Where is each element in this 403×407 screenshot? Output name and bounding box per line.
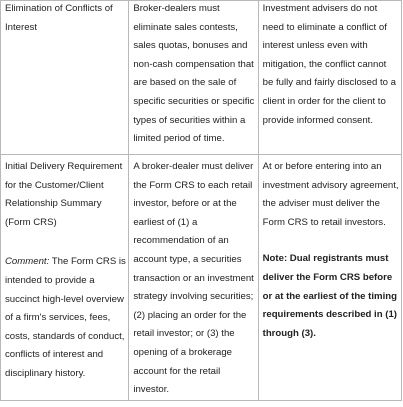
topic-text: Elimination of Conflicts of Interest [5, 3, 113, 33]
dual-registrant-note: Note: Dual registrants must deliver the Form CRS before or at the earliest of the timing requirements described in (1) through (3). [262, 253, 397, 339]
broker-dealer-text: Broker-dealers must eliminate sales contests, sales quotas, bonuses and non-cash compensation that are based on the sale of specific securities or specific types of securities within a limited period of time. [133, 3, 255, 145]
comment-paragraph [5, 253, 126, 383]
table-cell-broker-dealer [129, 1, 258, 155]
table-cell-broker-dealer [129, 155, 258, 401]
table-row [1, 155, 402, 401]
comment-label: Comment: [5, 256, 50, 268]
spacer [5, 232, 126, 250]
table-cell-topic [1, 155, 129, 401]
investment-adviser-text: At or before entering into an investment advisory agreement, the adviser must deliver the Form CRS to retail investors. [262, 161, 399, 228]
table-row [1, 1, 402, 155]
spacer [263, 232, 399, 250]
broker-dealer-text: A broker-dealer must deliver the Form CRS to each retail investor, before or at the earliest of (1) a recommendation of an account type, a securities transaction or an investment strategy involving securities; (2) placing an order for the retail investor; or (3) the opening of a brokerage account for the retail investor. [133, 161, 254, 396]
table-cell-investment-adviser [258, 155, 401, 401]
table-cell-investment-adviser [258, 1, 401, 155]
investment-adviser-text: Investment advisers do not need to eliminate a conflict of interest unless even with mitigation, the conflict cannot be fully and fairly disclosed to a client in order for the client to provide informed consent. [262, 3, 396, 126]
topic-text: Initial Delivery Requirement for the Customer/Client Relationship Summary (Form CRS) [5, 161, 123, 228]
comment-text: The Form CRS is intended to provide a succinct high-level overview of a firm's services, fees, costs, standards of conduct, conflicts of interest and disciplinary history. [5, 256, 126, 379]
table-cell-topic [1, 1, 129, 155]
